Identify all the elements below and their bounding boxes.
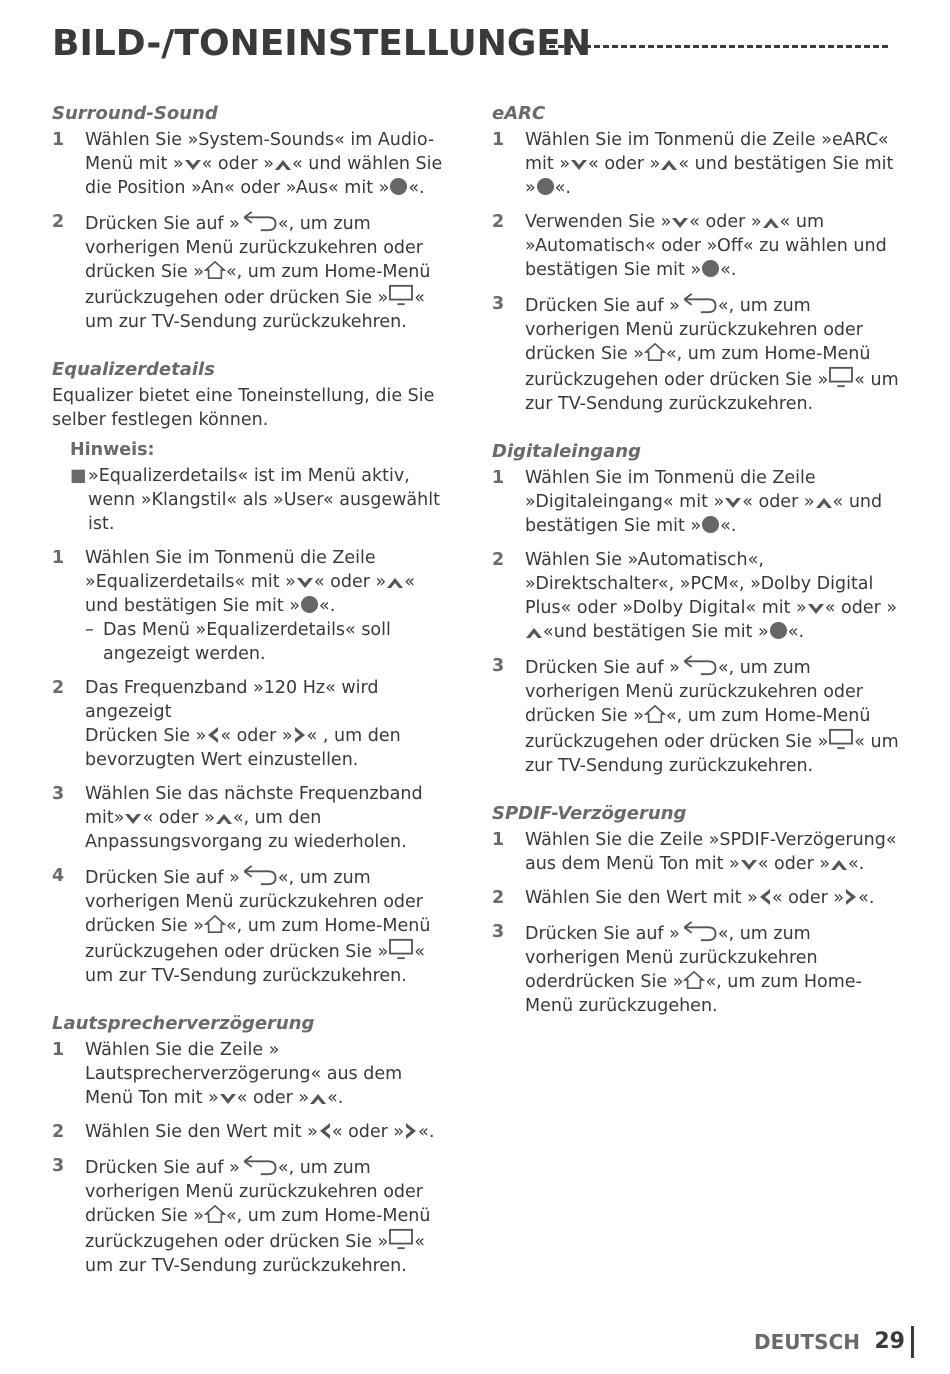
home-icon — [204, 260, 226, 280]
chevron-down-icon — [671, 216, 689, 230]
text: « und bestätigen Sie mit » — [525, 492, 883, 536]
section-heading: Equalizerdetails — [52, 359, 215, 380]
text: «. — [319, 596, 336, 616]
text: Drücken Sie auf » — [525, 658, 680, 678]
step-number: 2 — [52, 1122, 65, 1142]
text: Wählen Sie »Automatisch«, »Direktschalter«, »PCM«, »Dolby Digital Plus« oder »Dolby Digital« mit » — [525, 550, 874, 618]
tv-icon — [828, 728, 854, 750]
back-arrow-icon — [680, 654, 718, 676]
back-arrow-icon — [240, 210, 278, 232]
section-spdif-verzoegerung — [492, 802, 902, 1018]
step — [52, 782, 452, 854]
step-text — [525, 654, 902, 778]
text: « , um den bevorzugten Wert einzustellen. — [85, 726, 401, 770]
chevron-left-icon — [206, 726, 220, 744]
step — [52, 546, 452, 666]
step-text — [525, 920, 902, 1018]
text: Wählen Sie »System-Sounds« im Audio-Menü mit » — [85, 130, 435, 174]
step — [52, 1154, 452, 1278]
text: «, um zum vorherigen Menü zurückzukehren oder drücken Sie » — [85, 1158, 423, 1226]
chevron-up-icon — [386, 576, 404, 590]
step-text — [525, 828, 902, 876]
home-icon — [644, 342, 666, 362]
step — [52, 864, 452, 988]
right-column — [492, 102, 902, 1042]
text: « um zur TV-Sendung zurückzukehren. — [85, 942, 425, 986]
text: Drücken Sie auf » — [85, 1158, 240, 1178]
ok-button-icon — [300, 595, 319, 614]
text: « oder » — [313, 572, 387, 592]
ok-button-icon — [536, 177, 555, 196]
chevron-up-icon — [215, 812, 233, 826]
step-text — [85, 1038, 452, 1110]
step — [52, 1038, 452, 1110]
text: « oder » — [201, 154, 274, 174]
home-icon — [644, 704, 666, 724]
text: «, um zum Home-Menü zurückzugehen oder drücken Sie » — [525, 344, 871, 390]
step-text — [85, 782, 452, 854]
step-text — [525, 128, 902, 200]
text: « oder » — [588, 154, 661, 174]
tv-icon — [388, 284, 414, 306]
section-heading: Lautsprecherverzögerung — [52, 1013, 315, 1034]
ok-button-icon — [389, 177, 408, 196]
chevron-up-icon — [525, 626, 543, 640]
step-number: 1 — [52, 548, 65, 568]
text: Wählen Sie den Wert mit » — [525, 888, 758, 908]
text: Wählen Sie im Tonmenü die Zeile »Digitaleingang« mit » — [525, 468, 816, 512]
text: «. — [720, 516, 737, 536]
ok-button-icon — [701, 515, 720, 534]
section-heading: Digitaleingang — [492, 441, 642, 462]
text: Verwenden Sie » — [525, 212, 672, 232]
text: « oder » — [824, 598, 898, 618]
text: «, um zum Home-Menü zurückzugehen oder drücken Sie » — [525, 706, 871, 752]
home-icon — [204, 914, 226, 934]
step — [492, 548, 902, 644]
text: Wählen Sie die Zeile »SPDIF-Verzögerung« aus dem Menü Ton mit » — [525, 830, 897, 874]
home-icon — [683, 970, 705, 990]
step-number: 1 — [492, 830, 505, 850]
text: « oder » — [236, 1088, 310, 1108]
text: Drücken Sie auf » — [525, 296, 680, 316]
step — [492, 886, 902, 910]
page-number: 29 — [874, 1326, 914, 1358]
text: « um zur TV-Sendung zurückzukehren. — [525, 370, 899, 414]
text: « oder » — [220, 726, 293, 746]
text: « um zur TV-Sendung zurückzukehren. — [85, 288, 425, 332]
text: «, um zum vorherigen Menü zurückzukehren oderdrücken Sie » — [525, 924, 818, 992]
step-text — [525, 292, 902, 416]
chevron-down-icon — [219, 1092, 237, 1106]
text: Wählen Sie im Tonmenü die Zeile »eARC« mit » — [525, 130, 889, 174]
step-number: 2 — [52, 678, 65, 698]
ok-button-icon — [769, 621, 788, 640]
chevron-down-icon — [184, 158, 202, 172]
step-number: 3 — [52, 784, 65, 804]
chevron-up-icon — [660, 158, 678, 172]
back-arrow-icon — [680, 292, 718, 314]
step-text — [85, 128, 452, 200]
chevron-up-icon — [762, 216, 780, 230]
intro-text: Equalizer bietet eine Toneinstellung, die Sie selber festlegen können. — [52, 386, 435, 430]
chevron-down-icon — [124, 812, 142, 826]
text: Drücken Sie auf » — [525, 924, 680, 944]
back-arrow-icon — [240, 1154, 278, 1176]
text: Drücken Sie » — [85, 726, 207, 746]
chevron-right-icon — [844, 888, 858, 906]
step-text — [525, 548, 902, 644]
text: « um zur TV-Sendung zurückzukehren. — [85, 1232, 425, 1276]
chevron-down-icon — [724, 496, 742, 510]
step — [492, 466, 902, 538]
step-text — [85, 210, 452, 334]
chevron-down-icon — [570, 158, 588, 172]
step — [492, 292, 902, 416]
chevron-up-icon — [815, 496, 833, 510]
left-column — [52, 102, 452, 1302]
section-heading: eARC — [492, 103, 546, 124]
dash: – — [85, 620, 94, 640]
step — [492, 920, 902, 1018]
section-heading: Surround-Sound — [52, 103, 218, 124]
step-text — [525, 886, 902, 910]
step — [492, 210, 902, 282]
text: « oder » — [742, 492, 815, 512]
back-arrow-icon — [680, 920, 718, 942]
text: «und bestätigen Sie mit » — [543, 622, 769, 642]
text: «, um zum vorherigen Menü zurückzukehren oder drücken Sie » — [85, 868, 423, 936]
text: «. — [848, 854, 865, 874]
chevron-left-icon — [758, 888, 772, 906]
section-heading: SPDIF-Verzögerung — [492, 803, 687, 824]
step — [52, 1120, 452, 1144]
step-number: 3 — [52, 1156, 65, 1176]
step — [52, 676, 452, 772]
step-text — [85, 864, 452, 988]
section-equalizerdetails — [52, 358, 452, 988]
note-text: »Equalizerdetails« ist im Menü aktiv, wenn »Klangstil« als »User« ausgewählt ist. — [88, 466, 440, 534]
chevron-down-icon — [296, 576, 314, 590]
bullet: ■ — [70, 466, 87, 486]
text: «, um den Anpassungsvorgang zu wiederholen. — [85, 808, 407, 852]
text: «. — [418, 1122, 435, 1142]
step — [52, 128, 452, 200]
step-number: 2 — [492, 888, 505, 908]
chevron-up-icon — [274, 158, 292, 172]
step — [492, 828, 902, 876]
text: «. — [720, 260, 737, 280]
text: «, um zum Home-Menü zurückzugehen. — [525, 972, 862, 1016]
step-number: 1 — [52, 130, 65, 150]
tv-icon — [388, 1228, 414, 1250]
step-text — [85, 676, 452, 772]
text: « und bestätigen Sie mit » — [525, 154, 894, 198]
tv-icon — [388, 938, 414, 960]
text: Drücken Sie auf » — [85, 214, 240, 234]
footer-language: DEUTSCH — [754, 1330, 860, 1354]
ok-button-icon — [701, 259, 720, 278]
text: «, um zum Home-Menü zurückzugehen oder drücken Sie » — [85, 1206, 431, 1252]
text: « oder » — [757, 854, 831, 874]
step-number: 1 — [492, 130, 505, 150]
section-lautsprecherverzoegerung — [52, 1012, 452, 1278]
text: «. — [408, 178, 425, 198]
step-number: 3 — [492, 294, 505, 314]
step-number: 4 — [52, 866, 65, 886]
step-text — [85, 1120, 452, 1144]
chevron-right-icon — [404, 1122, 418, 1140]
text: « oder » — [689, 212, 762, 232]
text: « und bestätigen Sie mit » — [85, 572, 415, 616]
text: Das Frequenzband »120 Hz« wird angezeigt — [85, 678, 379, 722]
step-number: 3 — [492, 656, 505, 676]
note-heading: Hinweis: — [70, 440, 155, 460]
chevron-up-icon — [309, 1092, 327, 1106]
chevron-down-icon — [807, 602, 825, 616]
step — [492, 128, 902, 200]
text: Wählen Sie im Tonmenü die Zeile »Equalizerdetails« mit » — [85, 548, 376, 592]
back-arrow-icon — [240, 864, 278, 886]
text: «. — [858, 888, 875, 908]
text: « oder » — [331, 1122, 405, 1142]
text: «, um zum vorherigen Menü zurückzukehren oder drücken Sie » — [525, 658, 863, 726]
text: Wählen Sie das nächste Frequenzband mit» — [85, 784, 423, 828]
note-item — [70, 464, 452, 536]
step-number: 2 — [492, 550, 505, 570]
text: «, um zum vorherigen Menü zurückzukehren oder drücken Sie » — [85, 214, 423, 282]
sub-text: Das Menü »Equalizerdetails« soll angezeigt werden. — [103, 620, 391, 664]
page-title: BILD-/TONEINSTELLUNGEN — [52, 23, 592, 64]
text: « oder » — [142, 808, 215, 828]
text: «, um zum Home-Menü zurückzugehen oder drücken Sie » — [85, 916, 431, 962]
text: « um zur TV-Sendung zurückzukehren. — [525, 732, 899, 776]
step-text — [85, 1154, 452, 1278]
step-number: 2 — [492, 212, 505, 232]
tv-icon — [828, 366, 854, 388]
chevron-right-icon — [293, 726, 307, 744]
chevron-down-icon — [740, 858, 758, 872]
text: «. — [554, 178, 571, 198]
chevron-left-icon — [318, 1122, 332, 1140]
home-icon — [204, 1204, 226, 1224]
step — [492, 654, 902, 778]
text: «. — [787, 622, 805, 642]
title-rule — [540, 45, 888, 48]
step-text — [525, 466, 902, 538]
text: Wählen Sie den Wert mit » — [85, 1122, 318, 1142]
step-number: 1 — [52, 1040, 65, 1060]
section-surround-sound — [52, 102, 452, 334]
text: « und wählen Sie die Position »An« oder »Aus« mit » — [85, 154, 443, 198]
section-earc — [492, 102, 902, 416]
text: « um »Automatisch« oder »Off« zu wählen und bestätigen Sie mit » — [525, 212, 887, 280]
text: «, um zum Home-Menü zurückzugehen oder drücken Sie » — [85, 262, 431, 308]
text: «. — [327, 1088, 344, 1108]
text: Wählen Sie die Zeile » Lautsprecherverzögerung« aus dem Menü Ton mit » — [85, 1040, 403, 1108]
step-number: 1 — [492, 468, 505, 488]
step-text — [525, 210, 902, 282]
step-number: 3 — [492, 922, 505, 942]
section-digitaleingang — [492, 440, 902, 778]
step — [52, 210, 452, 334]
text: Drücken Sie auf » — [85, 868, 240, 888]
step-number: 2 — [52, 212, 65, 232]
text: «, um zum vorherigen Menü zurückzukehren oder drücken Sie » — [525, 296, 863, 364]
step-text — [85, 546, 452, 666]
sub-item — [85, 618, 452, 666]
text: « oder » — [771, 888, 845, 908]
chevron-up-icon — [830, 858, 848, 872]
